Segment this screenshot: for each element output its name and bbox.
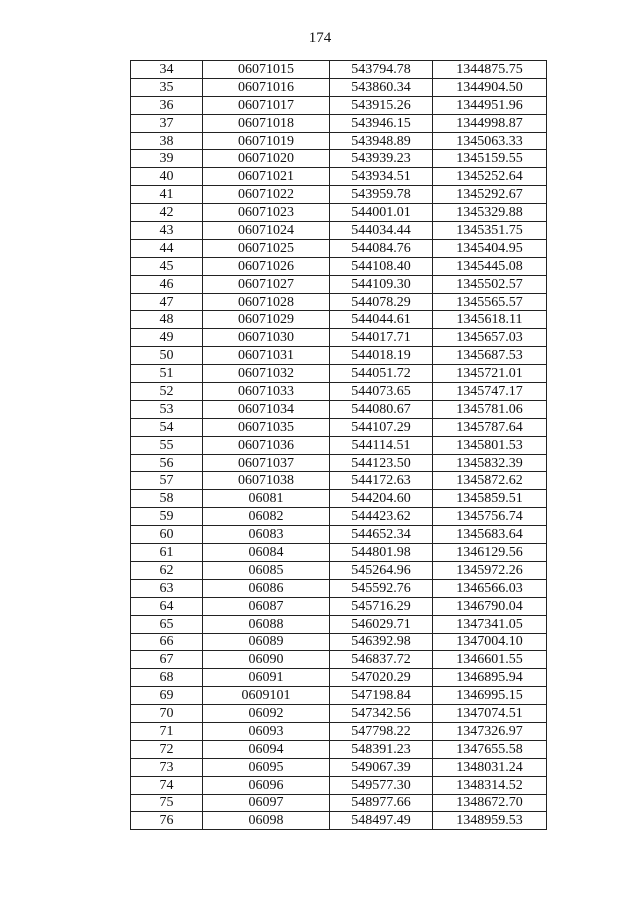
row-number-cell: 49	[131, 329, 203, 347]
row-number-cell: 34	[131, 61, 203, 79]
x-coordinate-cell: 547020.29	[330, 669, 433, 687]
table-row	[131, 61, 547, 79]
point-id-cell: 06071029	[203, 311, 330, 329]
x-coordinate-cell: 547342.56	[330, 705, 433, 723]
y-coordinate-cell: 1344951.96	[433, 96, 547, 114]
table-row	[131, 669, 547, 687]
row-number-cell: 44	[131, 239, 203, 257]
table-row	[131, 561, 547, 579]
y-coordinate-cell: 1348672.70	[433, 794, 547, 812]
x-coordinate-cell: 544044.61	[330, 311, 433, 329]
table-row	[131, 418, 547, 436]
y-coordinate-cell: 1345832.39	[433, 454, 547, 472]
table-row	[131, 275, 547, 293]
point-id-cell: 06071019	[203, 132, 330, 150]
table-row	[131, 78, 547, 96]
point-id-cell: 06091	[203, 669, 330, 687]
row-number-cell: 54	[131, 418, 203, 436]
point-id-cell: 06071035	[203, 418, 330, 436]
y-coordinate-cell: 1347341.05	[433, 615, 547, 633]
row-number-cell: 67	[131, 651, 203, 669]
x-coordinate-cell: 544107.29	[330, 418, 433, 436]
y-coordinate-cell: 1345618.11	[433, 311, 547, 329]
x-coordinate-cell: 544123.50	[330, 454, 433, 472]
table-row	[131, 347, 547, 365]
x-coordinate-cell: 547198.84	[330, 687, 433, 705]
row-number-cell: 43	[131, 222, 203, 240]
point-id-cell: 06071021	[203, 168, 330, 186]
y-coordinate-cell: 1345859.51	[433, 490, 547, 508]
table-row	[131, 812, 547, 830]
table-row	[131, 758, 547, 776]
table-row	[131, 132, 547, 150]
row-number-cell: 59	[131, 508, 203, 526]
x-coordinate-cell: 548391.23	[330, 740, 433, 758]
y-coordinate-cell: 1345404.95	[433, 239, 547, 257]
row-number-cell: 41	[131, 186, 203, 204]
table-row	[131, 454, 547, 472]
x-coordinate-cell: 548497.49	[330, 812, 433, 830]
y-coordinate-cell: 1347004.10	[433, 633, 547, 651]
y-coordinate-cell: 1347326.97	[433, 722, 547, 740]
row-number-cell: 37	[131, 114, 203, 132]
table-row	[131, 311, 547, 329]
table-row	[131, 186, 547, 204]
row-number-cell: 64	[131, 597, 203, 615]
x-coordinate-cell: 543794.78	[330, 61, 433, 79]
table-row	[131, 436, 547, 454]
y-coordinate-cell: 1345565.57	[433, 293, 547, 311]
x-coordinate-cell: 544078.29	[330, 293, 433, 311]
x-coordinate-cell: 544084.76	[330, 239, 433, 257]
x-coordinate-cell: 545716.29	[330, 597, 433, 615]
point-id-cell: 06071025	[203, 239, 330, 257]
row-number-cell: 72	[131, 740, 203, 758]
point-id-cell: 06090	[203, 651, 330, 669]
point-id-cell: 06071022	[203, 186, 330, 204]
table-row	[131, 687, 547, 705]
row-number-cell: 56	[131, 454, 203, 472]
table-row	[131, 204, 547, 222]
y-coordinate-cell: 1345721.01	[433, 365, 547, 383]
y-coordinate-cell: 1346995.15	[433, 687, 547, 705]
point-id-cell: 06071036	[203, 436, 330, 454]
x-coordinate-cell: 544001.01	[330, 204, 433, 222]
y-coordinate-cell: 1348314.52	[433, 776, 547, 794]
x-coordinate-cell: 543934.51	[330, 168, 433, 186]
row-number-cell: 38	[131, 132, 203, 150]
y-coordinate-cell: 1347074.51	[433, 705, 547, 723]
x-coordinate-cell: 544018.19	[330, 347, 433, 365]
table-row	[131, 365, 547, 383]
row-number-cell: 74	[131, 776, 203, 794]
x-coordinate-cell: 544801.98	[330, 544, 433, 562]
table-row	[131, 293, 547, 311]
point-id-cell: 06071016	[203, 78, 330, 96]
table-row	[131, 776, 547, 794]
row-number-cell: 53	[131, 400, 203, 418]
table-row	[131, 114, 547, 132]
y-coordinate-cell: 1345781.06	[433, 400, 547, 418]
row-number-cell: 46	[131, 275, 203, 293]
page-number: 174	[308, 30, 332, 46]
point-id-cell: 06086	[203, 579, 330, 597]
y-coordinate-cell: 1346129.56	[433, 544, 547, 562]
table-row	[131, 383, 547, 401]
point-id-cell: 06095	[203, 758, 330, 776]
y-coordinate-cell: 1345292.67	[433, 186, 547, 204]
point-id-cell: 06071038	[203, 472, 330, 490]
table-row	[131, 329, 547, 347]
x-coordinate-cell: 544080.67	[330, 400, 433, 418]
row-number-cell: 76	[131, 812, 203, 830]
row-number-cell: 45	[131, 257, 203, 275]
x-coordinate-cell: 544204.60	[330, 490, 433, 508]
row-number-cell: 68	[131, 669, 203, 687]
row-number-cell: 63	[131, 579, 203, 597]
table-row	[131, 508, 547, 526]
point-id-cell: 06071037	[203, 454, 330, 472]
point-id-cell: 06071030	[203, 329, 330, 347]
x-coordinate-cell: 544051.72	[330, 365, 433, 383]
y-coordinate-cell: 1348031.24	[433, 758, 547, 776]
row-number-cell: 60	[131, 526, 203, 544]
x-coordinate-cell: 544652.34	[330, 526, 433, 544]
y-coordinate-cell: 1345252.64	[433, 168, 547, 186]
y-coordinate-cell: 1346566.03	[433, 579, 547, 597]
row-number-cell: 69	[131, 687, 203, 705]
point-id-cell: 06071032	[203, 365, 330, 383]
y-coordinate-cell: 1347655.58	[433, 740, 547, 758]
point-id-cell: 06097	[203, 794, 330, 812]
y-coordinate-cell: 1345787.64	[433, 418, 547, 436]
y-coordinate-cell: 1345972.26	[433, 561, 547, 579]
table-row	[131, 168, 547, 186]
table-row	[131, 615, 547, 633]
table-row	[131, 150, 547, 168]
y-coordinate-cell: 1345657.03	[433, 329, 547, 347]
y-coordinate-cell: 1345872.62	[433, 472, 547, 490]
x-coordinate-cell: 543939.23	[330, 150, 433, 168]
y-coordinate-cell: 1345329.88	[433, 204, 547, 222]
point-id-cell: 06071023	[203, 204, 330, 222]
point-id-cell: 06071034	[203, 400, 330, 418]
table-row	[131, 400, 547, 418]
table-row	[131, 472, 547, 490]
table-row	[131, 490, 547, 508]
point-id-cell: 0609101	[203, 687, 330, 705]
row-number-cell: 39	[131, 150, 203, 168]
point-id-cell: 06071024	[203, 222, 330, 240]
point-id-cell: 06071017	[203, 96, 330, 114]
y-coordinate-cell: 1345756.74	[433, 508, 547, 526]
row-number-cell: 55	[131, 436, 203, 454]
x-coordinate-cell: 544034.44	[330, 222, 433, 240]
table-row	[131, 239, 547, 257]
point-id-cell: 06071018	[203, 114, 330, 132]
row-number-cell: 47	[131, 293, 203, 311]
point-id-cell: 06071028	[203, 293, 330, 311]
point-id-cell: 06098	[203, 812, 330, 830]
point-id-cell: 06071031	[203, 347, 330, 365]
table-row	[131, 740, 547, 758]
point-id-cell: 06092	[203, 705, 330, 723]
x-coordinate-cell: 546029.71	[330, 615, 433, 633]
table-row	[131, 526, 547, 544]
row-number-cell: 62	[131, 561, 203, 579]
table-row	[131, 579, 547, 597]
y-coordinate-cell: 1345687.53	[433, 347, 547, 365]
row-number-cell: 35	[131, 78, 203, 96]
y-coordinate-cell: 1345445.08	[433, 257, 547, 275]
point-id-cell: 06087	[203, 597, 330, 615]
point-id-cell: 06071026	[203, 257, 330, 275]
row-number-cell: 52	[131, 383, 203, 401]
table-row	[131, 544, 547, 562]
point-id-cell: 06071027	[203, 275, 330, 293]
row-number-cell: 57	[131, 472, 203, 490]
point-id-cell: 06082	[203, 508, 330, 526]
y-coordinate-cell: 1345159.55	[433, 150, 547, 168]
row-number-cell: 51	[131, 365, 203, 383]
y-coordinate-cell: 1346790.04	[433, 597, 547, 615]
row-number-cell: 58	[131, 490, 203, 508]
point-id-cell: 06084	[203, 544, 330, 562]
x-coordinate-cell: 544423.62	[330, 508, 433, 526]
table-row	[131, 722, 547, 740]
y-coordinate-cell: 1348959.53	[433, 812, 547, 830]
x-coordinate-cell: 543948.89	[330, 132, 433, 150]
x-coordinate-cell: 544172.63	[330, 472, 433, 490]
row-number-cell: 40	[131, 168, 203, 186]
x-coordinate-cell: 546837.72	[330, 651, 433, 669]
coordinates-table	[130, 60, 547, 830]
row-number-cell: 65	[131, 615, 203, 633]
row-number-cell: 42	[131, 204, 203, 222]
point-id-cell: 06083	[203, 526, 330, 544]
x-coordinate-cell: 543946.15	[330, 114, 433, 132]
coordinates-table-body	[131, 61, 547, 830]
x-coordinate-cell: 546392.98	[330, 633, 433, 651]
y-coordinate-cell: 1345063.33	[433, 132, 547, 150]
point-id-cell: 06094	[203, 740, 330, 758]
y-coordinate-cell: 1346895.94	[433, 669, 547, 687]
table-row	[131, 794, 547, 812]
x-coordinate-cell: 543860.34	[330, 78, 433, 96]
table-row	[131, 705, 547, 723]
y-coordinate-cell: 1345801.53	[433, 436, 547, 454]
table-row	[131, 597, 547, 615]
row-number-cell: 73	[131, 758, 203, 776]
y-coordinate-cell: 1344998.87	[433, 114, 547, 132]
row-number-cell: 71	[131, 722, 203, 740]
y-coordinate-cell: 1344875.75	[433, 61, 547, 79]
y-coordinate-cell: 1345502.57	[433, 275, 547, 293]
row-number-cell: 61	[131, 544, 203, 562]
row-number-cell: 75	[131, 794, 203, 812]
y-coordinate-cell: 1345683.64	[433, 526, 547, 544]
y-coordinate-cell: 1346601.55	[433, 651, 547, 669]
y-coordinate-cell: 1345747.17	[433, 383, 547, 401]
row-number-cell: 50	[131, 347, 203, 365]
point-id-cell: 06089	[203, 633, 330, 651]
row-number-cell: 48	[131, 311, 203, 329]
row-number-cell: 66	[131, 633, 203, 651]
x-coordinate-cell: 548977.66	[330, 794, 433, 812]
point-id-cell: 06088	[203, 615, 330, 633]
table-row	[131, 257, 547, 275]
point-id-cell: 06081	[203, 490, 330, 508]
point-id-cell: 06096	[203, 776, 330, 794]
x-coordinate-cell: 549067.39	[330, 758, 433, 776]
x-coordinate-cell: 543915.26	[330, 96, 433, 114]
row-number-cell: 36	[131, 96, 203, 114]
x-coordinate-cell: 547798.22	[330, 722, 433, 740]
x-coordinate-cell: 545264.96	[330, 561, 433, 579]
point-id-cell: 06093	[203, 722, 330, 740]
y-coordinate-cell: 1344904.50	[433, 78, 547, 96]
table-row	[131, 633, 547, 651]
table-row	[131, 222, 547, 240]
x-coordinate-cell: 544114.51	[330, 436, 433, 454]
y-coordinate-cell: 1345351.75	[433, 222, 547, 240]
table-row	[131, 651, 547, 669]
x-coordinate-cell: 549577.30	[330, 776, 433, 794]
point-id-cell: 06071033	[203, 383, 330, 401]
row-number-cell: 70	[131, 705, 203, 723]
x-coordinate-cell: 545592.76	[330, 579, 433, 597]
x-coordinate-cell: 544017.71	[330, 329, 433, 347]
point-id-cell: 06071020	[203, 150, 330, 168]
point-id-cell: 06085	[203, 561, 330, 579]
point-id-cell: 06071015	[203, 61, 330, 79]
x-coordinate-cell: 544109.30	[330, 275, 433, 293]
table-row	[131, 96, 547, 114]
x-coordinate-cell: 544073.65	[330, 383, 433, 401]
x-coordinate-cell: 544108.40	[330, 257, 433, 275]
x-coordinate-cell: 543959.78	[330, 186, 433, 204]
